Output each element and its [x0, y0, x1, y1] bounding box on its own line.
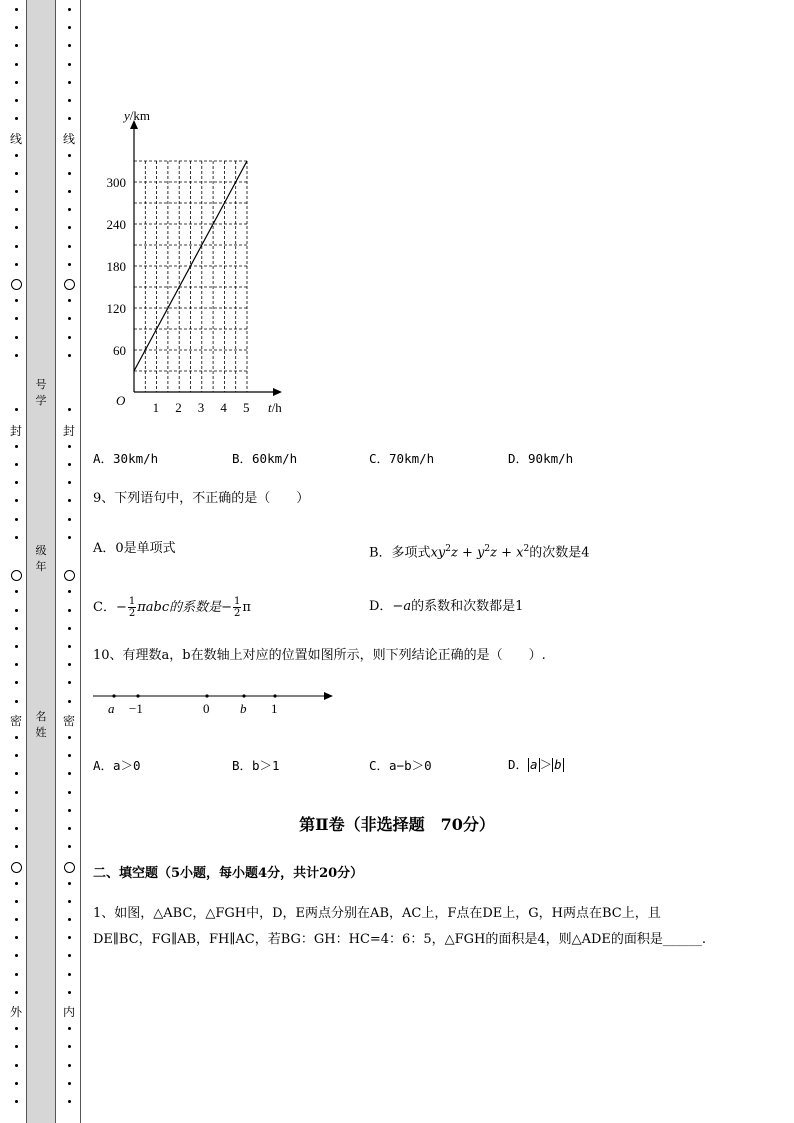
- q9-option-b: B．多项式$xy^2z + y^2z + x^2$的次数是4: [369, 544, 590, 561]
- q8-option-b: B．60km/h: [232, 451, 298, 466]
- margin-dot: [15, 991, 18, 994]
- fill-q1-line2: DE∥BC，FG∥AB，FH∥AC，若BG：GH：HC=4：6：5，△FGH的面积是4，则△ADE的面积是______.: [93, 932, 707, 947]
- q8-option-a: A．30km/h: [93, 451, 159, 466]
- x-tick-label: 5: [243, 400, 250, 415]
- margin-dot: [15, 445, 18, 448]
- q9-stem: 9、下列语句中，不正确的是（ ）: [93, 491, 310, 506]
- margin-dot: [68, 172, 71, 175]
- fill-q1-line1: 1、如图，△ABC，△FGH中，D，E两点分别在AB，AC上，F点在DE上，G，H两点在BC上，且: [93, 906, 661, 921]
- q10-option-d: D． a ＞ b: [508, 757, 562, 772]
- margin-dot: [68, 882, 71, 885]
- margin-dot: [15, 481, 18, 484]
- arrow-right-icon: [324, 692, 333, 700]
- margin-dot: [68, 499, 71, 502]
- margin-dot: [68, 445, 71, 448]
- margin-dot: [15, 190, 18, 193]
- q9-option-a: A．0是单项式: [93, 541, 176, 556]
- student-id-label: 号 学: [35, 378, 47, 407]
- margin-dot: [15, 245, 18, 248]
- chart-grid: [134, 161, 247, 392]
- margin-dot: [15, 226, 18, 229]
- x-tick-label: 1: [152, 400, 160, 415]
- margin-dot: [15, 1064, 18, 1067]
- number-line-label: 0: [203, 701, 210, 716]
- margin-dot: [68, 1045, 71, 1048]
- x-tick-label: 2: [175, 400, 182, 415]
- margin-dot: [68, 936, 71, 939]
- margin-dot: [68, 8, 71, 11]
- x-tick-label: 3: [197, 400, 205, 415]
- q8-option-d: D．90km/h: [508, 451, 574, 466]
- margin-dot: [68, 772, 71, 775]
- margin-dot: [15, 954, 18, 957]
- margin-dot: [15, 63, 18, 66]
- origin-label: O: [116, 393, 126, 408]
- y-axis-label: y/km: [124, 108, 151, 123]
- distance-time-chart: [100, 105, 300, 420]
- number-line-label: 1: [271, 701, 278, 716]
- number-line-label: −1: [129, 701, 143, 716]
- margin-dot: [68, 518, 71, 521]
- y-tick-label: 300: [106, 175, 126, 190]
- margin-dot: [15, 317, 18, 320]
- x-tick-label: 4: [220, 400, 227, 415]
- number-line: [90, 686, 340, 718]
- y-tick-label: 180: [106, 259, 126, 274]
- margin-dot: [68, 154, 71, 157]
- margin-dot: [15, 1045, 18, 1048]
- y-tick-label: 240: [106, 217, 126, 232]
- margin-dot: [68, 918, 71, 921]
- margin-dot: [15, 700, 18, 703]
- margin-dot: [68, 991, 71, 994]
- inner-seal-char: 线: [62, 132, 75, 146]
- margin-dot: [15, 408, 18, 411]
- margin-dot: [68, 663, 71, 666]
- margin-dot: [15, 590, 18, 593]
- number-line-point: [136, 694, 139, 697]
- margin-dot: [68, 190, 71, 193]
- circle-mark-icon: [11, 279, 22, 290]
- circle-mark-icon: [11, 570, 22, 581]
- q10-option-a: A．a＞0: [93, 758, 141, 773]
- margin-dot: [68, 44, 71, 47]
- chart-ticks: [107, 175, 250, 415]
- margin-dot: [68, 736, 71, 739]
- inner-seal-char: 内: [62, 1005, 75, 1019]
- margin-dot: [68, 609, 71, 612]
- margin-dot: [68, 1100, 71, 1103]
- margin-dot: [15, 8, 18, 11]
- circle-mark-icon: [11, 862, 22, 873]
- margin-dot: [15, 299, 18, 302]
- margin-dot: [68, 536, 71, 539]
- margin-dot: [68, 263, 71, 266]
- margin-dot: [15, 882, 18, 885]
- margin-dot: [68, 226, 71, 229]
- margin-rule: [80, 0, 81, 1123]
- margin-dot: [15, 973, 18, 976]
- outer-seal-char: 密: [9, 714, 22, 728]
- margin-dot: [15, 681, 18, 684]
- margin-dot: [15, 536, 18, 539]
- margin-dot: [15, 791, 18, 794]
- q9-option-d: D．−a的系数和次数都是1: [369, 599, 524, 614]
- inner-seal-char: 封: [62, 424, 75, 438]
- margin-dot: [15, 936, 18, 939]
- margin-dot: [68, 700, 71, 703]
- margin-dot: [15, 736, 18, 739]
- margin-dot: [15, 645, 18, 648]
- circle-mark-icon: [64, 279, 75, 290]
- x-axis-arrow-icon: [273, 388, 282, 396]
- number-line-point: [112, 694, 115, 697]
- circle-mark-icon: [64, 570, 75, 581]
- margin-dot: [68, 481, 71, 484]
- margin-dot: [68, 1027, 71, 1030]
- margin-dot: [15, 81, 18, 84]
- margin-dot: [68, 99, 71, 102]
- margin-dot: [68, 408, 71, 411]
- margin-dot: [68, 954, 71, 957]
- q8-option-c: C．70km/h: [369, 451, 435, 466]
- margin-dot: [15, 336, 18, 339]
- part2-title: 第Ⅱ卷（非选择题 70分）: [299, 815, 495, 834]
- margin-dot: [68, 1064, 71, 1067]
- margin-dot: [15, 663, 18, 666]
- margin-dot: [15, 354, 18, 357]
- q10-option-c: C．a−b＞0: [369, 758, 432, 773]
- margin-dot: [68, 117, 71, 120]
- margin-dot: [15, 172, 18, 175]
- margin-dot: [68, 1082, 71, 1085]
- margin-dot: [15, 463, 18, 466]
- inner-seal-char: 密: [62, 714, 75, 728]
- grade-label: 级 年: [35, 544, 47, 573]
- margin-dot: [68, 645, 71, 648]
- circle-mark-icon: [64, 862, 75, 873]
- number-line-label: b: [240, 701, 247, 716]
- margin-dot: [68, 627, 71, 630]
- fill-blank-heading: 二、填空题（5小题，每小题4分，共计20分）: [93, 866, 364, 881]
- margin-dot: [15, 26, 18, 29]
- margin-dot: [15, 117, 18, 120]
- margin-dot: [68, 463, 71, 466]
- margin-dot: [15, 154, 18, 157]
- name-label: 名 姓: [35, 710, 47, 739]
- margin-dot: [68, 791, 71, 794]
- q10-option-b: B．b＞1: [232, 758, 280, 773]
- margin-dot: [15, 1027, 18, 1030]
- margin-dot: [68, 590, 71, 593]
- margin-dot: [68, 845, 71, 848]
- y-tick-label: 60: [113, 343, 126, 358]
- margin-dot: [68, 317, 71, 320]
- margin-dot: [68, 973, 71, 976]
- outer-seal-char: 线: [9, 132, 22, 146]
- outer-seal-char: 封: [9, 424, 22, 438]
- margin-dot: [68, 336, 71, 339]
- margin-dot: [68, 900, 71, 903]
- margin-dot: [15, 845, 18, 848]
- number-line-point: [205, 694, 208, 697]
- margin-dot: [68, 245, 71, 248]
- margin-dot: [15, 900, 18, 903]
- number-line-point: [273, 694, 276, 697]
- margin-dot: [15, 627, 18, 630]
- margin-dot: [15, 99, 18, 102]
- margin-dot: [68, 681, 71, 684]
- margin-dot: [68, 208, 71, 211]
- margin-dot: [68, 354, 71, 357]
- q9-option-c: C．− $\frac{1}{2}$ πabc的系数是− $\frac{1}{2}$ π: [93, 596, 251, 619]
- margin-dot: [68, 299, 71, 302]
- margin-dot: [15, 518, 18, 521]
- binding-margin: [0, 0, 84, 1123]
- number-line-label: a: [108, 701, 115, 716]
- margin-dot: [15, 609, 18, 612]
- margin-dot: [15, 1082, 18, 1085]
- margin-dot: [15, 754, 18, 757]
- margin-dot: [15, 263, 18, 266]
- margin-dot: [15, 208, 18, 211]
- margin-dot: [15, 772, 18, 775]
- margin-dot: [68, 754, 71, 757]
- y-tick-label: 120: [106, 301, 126, 316]
- outer-seal-char: 外: [9, 1005, 22, 1019]
- margin-dot: [15, 918, 18, 921]
- margin-dot: [68, 81, 71, 84]
- margin-dot: [68, 63, 71, 66]
- number-line-point: [242, 694, 245, 697]
- margin-dot: [15, 1100, 18, 1103]
- x-axis-label: t/h: [268, 400, 282, 415]
- margin-dot: [68, 26, 71, 29]
- q10-stem: 10、有理数a，b在数轴上对应的位置如图所示，则下列结论正确的是（ ）.: [93, 648, 546, 663]
- margin-dot: [15, 44, 18, 47]
- margin-dot: [15, 499, 18, 502]
